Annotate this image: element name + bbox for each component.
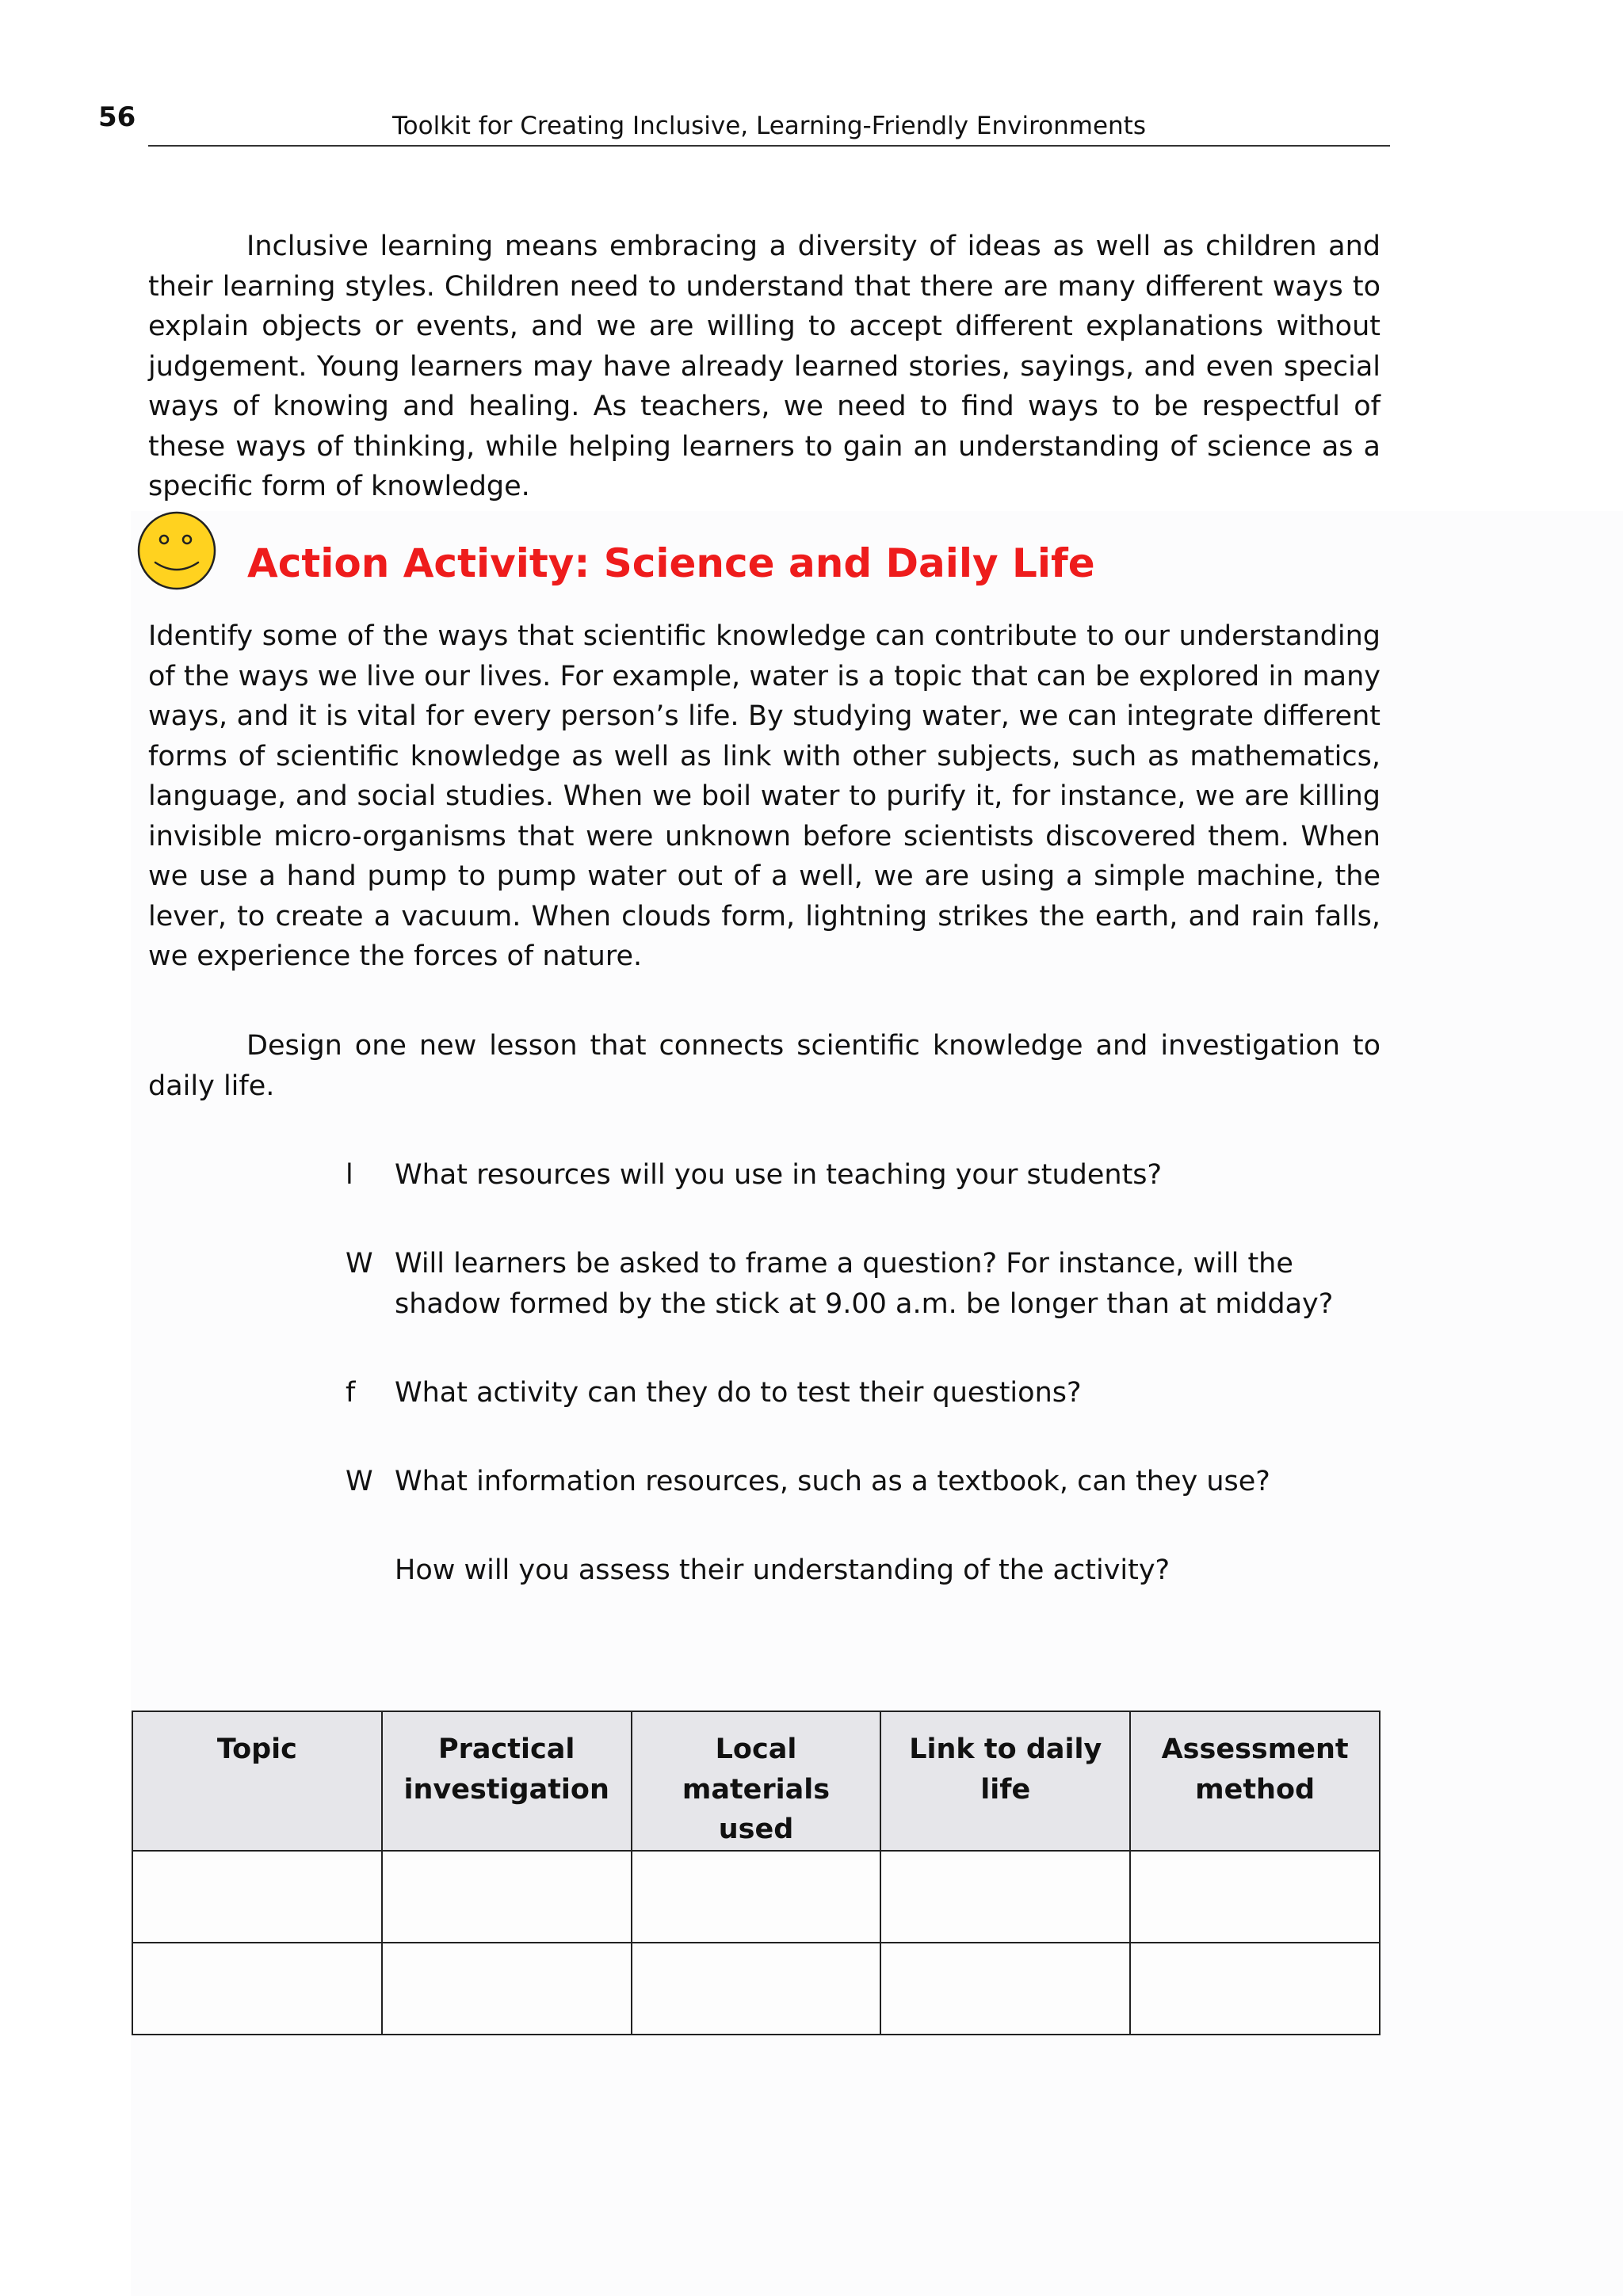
- activity-title: Action Activity: Science and Daily Life: [247, 540, 1095, 586]
- header-assessment-method: Assessment method: [1130, 1711, 1380, 1851]
- header-practical-investigation: Practical investigation: [382, 1711, 632, 1851]
- question-bullet: f: [346, 1377, 356, 1409]
- question-bullet: W: [346, 1248, 373, 1280]
- question-text: How will you assess their understanding of the activity?: [395, 1554, 1170, 1586]
- question-bullet: W: [346, 1466, 373, 1497]
- question-item: [346, 1155, 1381, 1196]
- activity-body: Identify some of the ways that scientific knowledge can contribute to our understanding of the ways we live our lives. For example, water is a topic that can be explored in many ways, and it is vital for every person’s life. By studying water, we can integrate different forms of scientific knowledge as well as link with other subjects, such as mathematics, language, and social studies. When we boil water to purify it, for instance, we are killing invisible micro-organisms that were unknown before scientists discovered them. When we use a hand pump to pump water out of a well, we are using a simple machine, the lever, to create a vacuum. When clouds form, lightning strikes the earth, and rain falls, we experience the forces of nature.: [148, 620, 1381, 972]
- table-cell[interactable]: [1130, 1943, 1380, 2035]
- question-text: What resources will you use in teaching your students?: [395, 1159, 1163, 1191]
- design-prompt: Design one new lesson that connects scientific knowledge and investigation to daily life.: [148, 1030, 1381, 1102]
- question-item: [346, 1462, 1381, 1502]
- header-topic: Topic: [132, 1711, 382, 1851]
- header-link-daily-life: Link to daily life: [880, 1711, 1130, 1851]
- running-header-title: Toolkit for Creating Inclusive, Learning-Friendly Environments: [148, 107, 1390, 147]
- header-local-materials: Local materials used: [632, 1711, 881, 1851]
- question-text: What information resources, such as a textbook, can they use?: [395, 1466, 1270, 1497]
- table-cell[interactable]: [382, 1851, 632, 1943]
- question-text: What activity can they do to test their questions?: [395, 1377, 1082, 1409]
- smiley-face-icon: [136, 510, 217, 591]
- table-cell[interactable]: [1130, 1851, 1380, 1943]
- intro-paragraph: Inclusive learning means embracing a diversity of ideas as well as children and their learning styles. Children need to understand that there are many different ways to explain objects or events, and we are willing to accept different explanations without judgement. Young learners may have already learned stories, sayings, and even special ways of knowing and healing. As teachers, we need to find ways to be respectful of these ways of thinking, while helping learners to gain an understanding of science as a specific form of knowledge.: [148, 231, 1381, 502]
- table-cell[interactable]: [880, 1943, 1130, 2035]
- question-item: [346, 1373, 1381, 1413]
- question-text: Will learners be asked to frame a question? For instance, will the shadow formed by the stick at 9.00 a.m. be longer than at midday?: [395, 1248, 1334, 1320]
- table-row: [132, 1943, 1380, 2035]
- lesson-plan-table: [132, 1711, 1381, 2035]
- question-bullet: l: [346, 1159, 353, 1191]
- table-cell[interactable]: [880, 1851, 1130, 1943]
- table-cell[interactable]: [632, 1851, 881, 1943]
- table-row: [132, 1851, 1380, 1943]
- table-cell[interactable]: [132, 1943, 382, 2035]
- table-cell[interactable]: [632, 1943, 881, 2035]
- page-number: 56: [98, 101, 136, 133]
- table-cell[interactable]: [132, 1851, 382, 1943]
- question-item: [346, 1244, 1381, 1324]
- table-cell[interactable]: [382, 1943, 632, 2035]
- table-header-row: [132, 1711, 1380, 1851]
- question-item: [346, 1550, 1381, 1591]
